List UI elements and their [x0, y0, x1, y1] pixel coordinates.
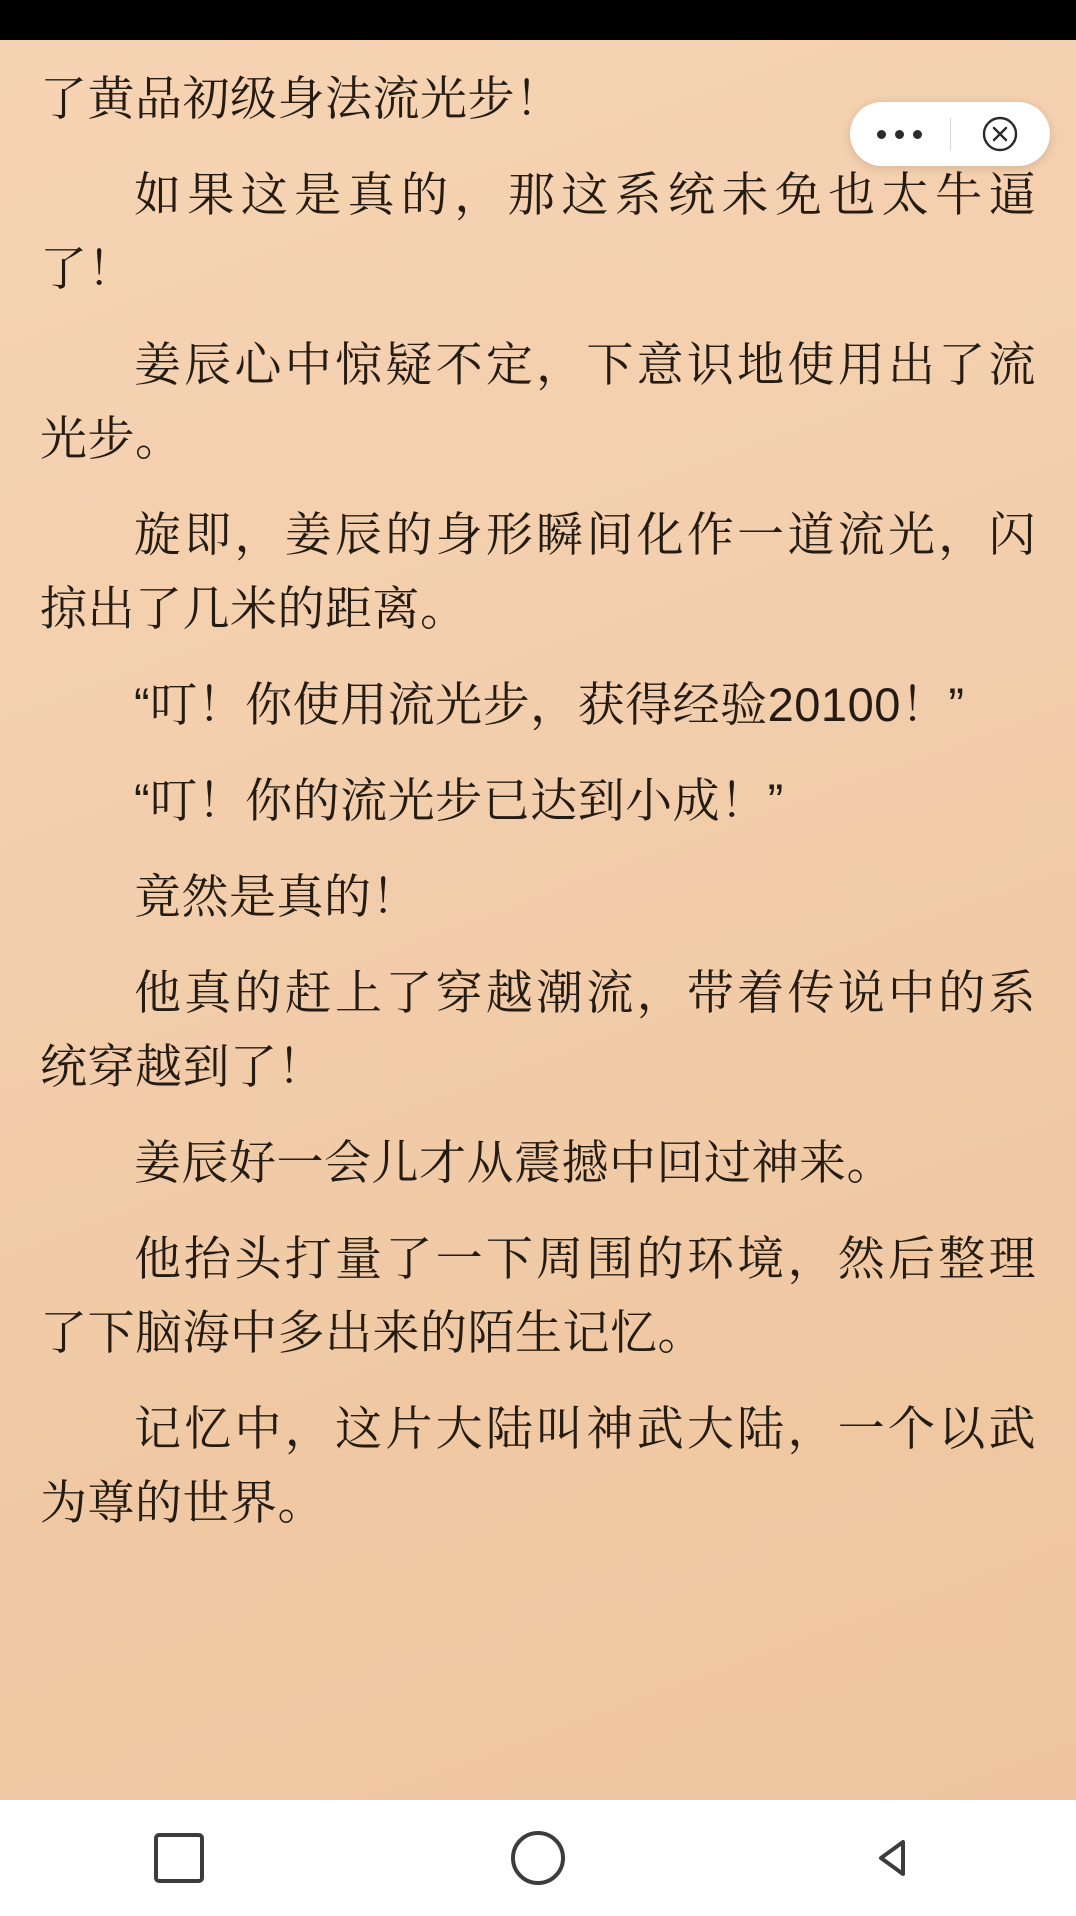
paragraph: 他抬头打量了一下周围的环境，然后整理了下脑海中多出来的陌生记忆。 — [40, 1232, 1036, 1359]
paragraph: 他真的赶上了穿越潮流，带着传说中的系统穿越到了！ — [40, 966, 1036, 1093]
close-button[interactable] — [951, 102, 1051, 166]
novel-text-body — [40, 62, 1036, 1562]
paragraph: 竟然是真的！ — [134, 870, 419, 923]
paragraph: 如果这是真的，那这系统未免也太牛逼了！ — [40, 168, 1036, 295]
circle-home-icon — [511, 1831, 565, 1885]
paragraph: 姜辰心中惊疑不定，下意识地使用出了流光步。 — [40, 338, 1036, 465]
more-horizontal-icon — [877, 130, 922, 139]
paragraph: 姜辰好一会儿才从震撼中回过神来。 — [134, 1136, 894, 1189]
mini-program-capsule[interactable] — [850, 102, 1050, 166]
back-button[interactable] — [822, 1800, 972, 1916]
reader-page[interactable] — [0, 40, 1076, 1800]
status-bar — [0, 0, 1076, 40]
paragraph: 旋即，姜辰的身形瞬间化作一道流光，闪掠出了几米的距离。 — [40, 508, 1036, 635]
home-button[interactable] — [463, 1800, 613, 1916]
triangle-back-icon — [873, 1834, 921, 1882]
recents-button[interactable] — [104, 1800, 254, 1916]
paragraph: “叮！你使用流光步，获得经验20100！” — [134, 678, 965, 731]
close-circle-icon — [981, 115, 1019, 153]
more-menu-button[interactable] — [850, 102, 950, 166]
paragraph: 了黄品初级身法流光步！ — [40, 72, 563, 125]
paragraph: “叮！你的流光步已达到小成！” — [134, 774, 784, 827]
paragraph: 记忆中，这片大陆叫神武大陆，一个以武为尊的世界。 — [40, 1402, 1036, 1529]
system-navigation-bar — [0, 1800, 1076, 1916]
square-recents-icon — [154, 1833, 204, 1883]
